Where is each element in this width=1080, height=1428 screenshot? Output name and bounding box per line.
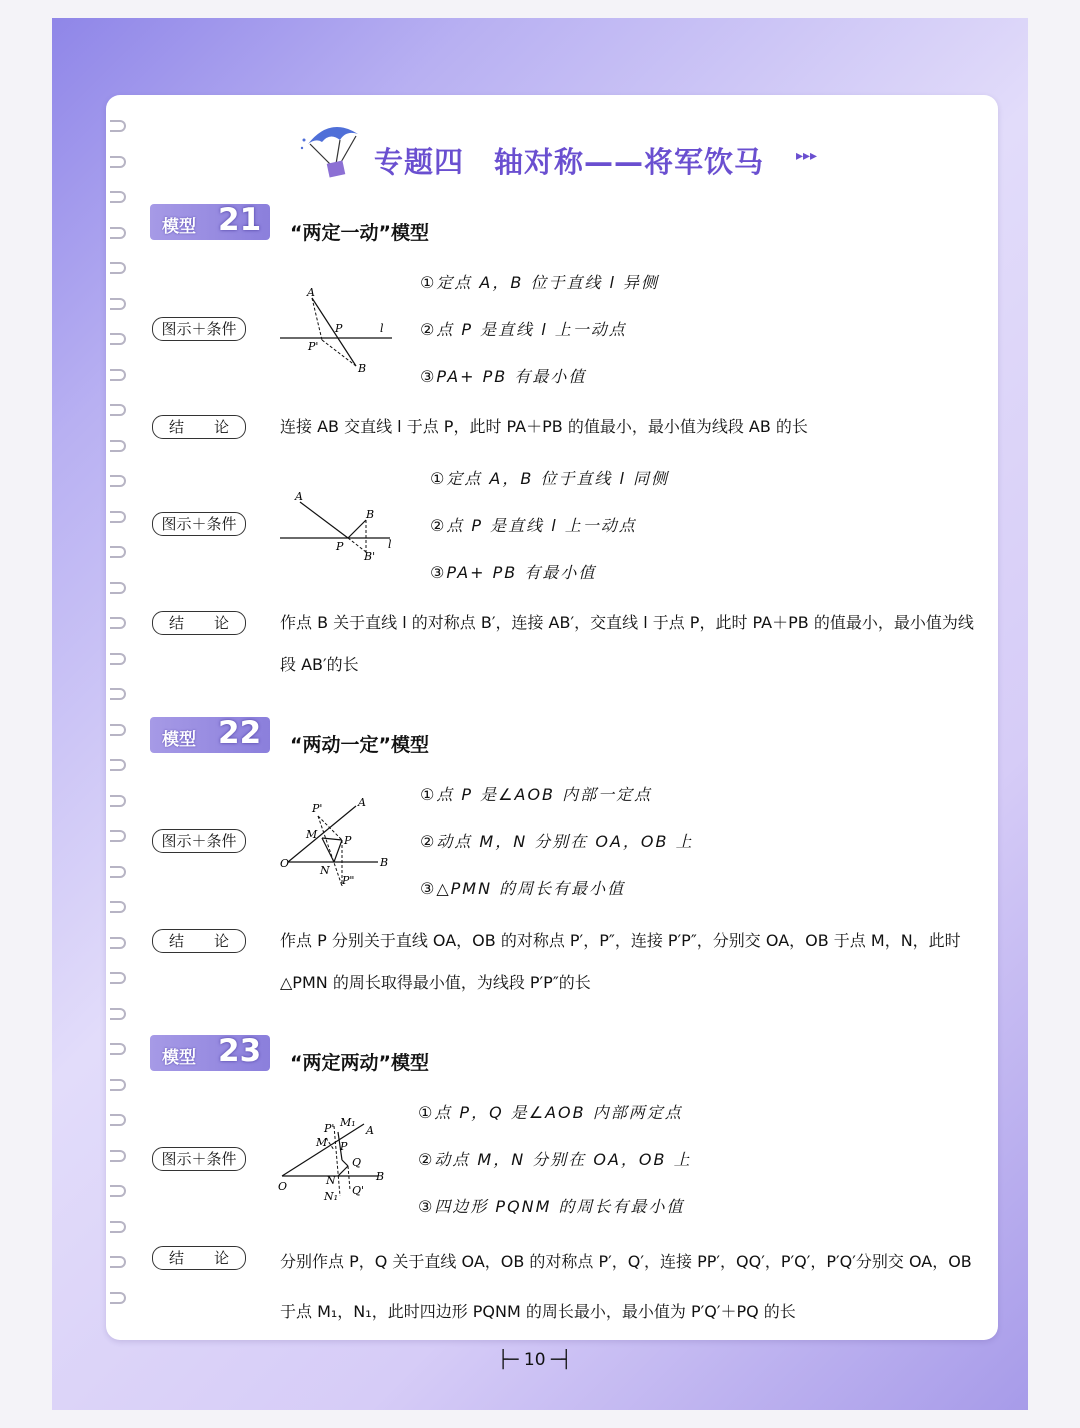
label-b: B <box>380 856 389 869</box>
binding-ring <box>110 972 126 984</box>
model-title: “两定一动”模型 <box>290 222 429 244</box>
model-tag <box>150 204 270 240</box>
binding-ring <box>110 1221 126 1233</box>
conclusion-text: 作点 P 分别关于直线 OA，OB 的对称点 P′，P″，连接 P′P″，分别交 OA，OB 于点 M，N，此时△PMN 的周长取得最小值，为线段 P′P″的长 <box>280 931 961 992</box>
binding-ring <box>110 1292 126 1304</box>
label-l: l <box>380 322 384 335</box>
page-header <box>300 118 860 188</box>
label-a: A <box>307 286 315 299</box>
binding-ring <box>110 227 126 239</box>
binding-ring <box>110 724 126 736</box>
label-p-prime: P' <box>324 1122 335 1135</box>
figure-condition-pill: 图示＋条件 <box>152 1147 246 1171</box>
label-q: Q <box>352 1156 362 1169</box>
label-l: l <box>388 538 392 551</box>
conclusion-text: 分别作点 P，Q 关于直线 OA，OB 的对称点 P′，Q′，连接 PP′，QQ′，P′Q′，P′Q′分别交 OA，OB 于点 M₁，N₁，此时四边形 PQNM 的周长最小，最小值为 P′Q′＋PQ 的长 <box>280 1252 972 1321</box>
binding-ring <box>110 759 126 771</box>
conclusion-pill: 结 论 <box>152 415 246 439</box>
binding-ring <box>110 156 126 168</box>
binding-ring <box>110 546 126 558</box>
conclusion-pill: 结 论 <box>152 929 246 953</box>
label-a: A <box>358 796 366 809</box>
label-b: B <box>358 362 367 375</box>
model-tag-label: 模型 <box>162 730 196 750</box>
binding-ring <box>110 333 126 345</box>
model-tag <box>150 1035 270 1071</box>
figure-condition-pill: 图示＋条件 <box>152 829 246 853</box>
label-n: N <box>326 1174 336 1187</box>
model-number: 22 <box>218 715 262 751</box>
binding-ring <box>110 688 126 700</box>
label-a: A <box>295 490 303 503</box>
binding-ring <box>110 582 126 594</box>
conclusion-pill: 结 论 <box>152 1246 246 1270</box>
binding-ring <box>110 511 126 523</box>
spiral-binding <box>110 120 130 1320</box>
binding-ring <box>110 1008 126 1020</box>
binding-ring <box>110 653 126 665</box>
binding-ring <box>110 1079 126 1091</box>
condition-1: ①定点 A，B 位于直线 l 异侧 <box>420 273 660 292</box>
condition-1: ①点 P，Q 是∠AOB 内部两定点 <box>418 1103 683 1122</box>
condition-3: ③PA+ PB 有最小值 <box>420 367 587 386</box>
binding-ring <box>110 795 126 807</box>
conclusion-pill: 结 论 <box>152 611 246 635</box>
label-m: M <box>316 1136 328 1149</box>
binding-ring <box>110 1043 126 1055</box>
label-o: O <box>280 857 290 870</box>
label-b: B <box>376 1170 385 1183</box>
label-n: N <box>320 864 330 877</box>
parachute-icon <box>300 118 368 182</box>
condition-2: ②动点 M，N 分别在 OA，OB 上 <box>418 1150 692 1169</box>
label-p: P <box>344 834 352 847</box>
binding-ring <box>110 404 126 416</box>
model-tag-label: 模型 <box>162 1048 196 1068</box>
diagram-opposite-sides <box>278 282 398 382</box>
page-number: ├─ 10 ─┤ <box>498 1350 572 1370</box>
binding-ring <box>110 1185 126 1197</box>
binding-ring <box>110 901 126 913</box>
model-tag-label: 模型 <box>162 217 196 237</box>
model-number: 21 <box>218 202 262 238</box>
binding-ring <box>110 1114 126 1126</box>
label-p-double-prime: P" <box>342 874 355 887</box>
condition-1: ①定点 A，B 位于直线 l 同侧 <box>430 469 670 488</box>
binding-ring <box>110 298 126 310</box>
binding-ring <box>110 475 126 487</box>
label-m1: M₁ <box>340 1116 356 1129</box>
conclusion-text: 连接 AB 交直线 l 于点 P，此时 PA＋PB 的值最小，最小值为线段 AB 的长 <box>280 417 808 436</box>
binding-ring <box>110 120 126 132</box>
model-title: “两定两动”模型 <box>290 1052 429 1074</box>
binding-ring <box>110 440 126 452</box>
model-number: 23 <box>218 1033 262 1069</box>
condition-1: ①点 P 是∠AOB 内部一定点 <box>420 785 653 804</box>
binding-ring <box>110 866 126 878</box>
binding-ring <box>110 191 126 203</box>
label-p: P <box>336 540 344 553</box>
condition-3: ③PA+ PB 有最小值 <box>430 563 597 582</box>
figure-condition-pill: 图示＋条件 <box>152 512 246 536</box>
model-tag <box>150 717 270 753</box>
model-title: “两动一定”模型 <box>290 734 429 756</box>
binding-ring <box>110 369 126 381</box>
condition-3: ③△PMN 的周长有最小值 <box>420 879 626 898</box>
title-arrows: ▸▸▸ <box>796 148 818 164</box>
label-o: O <box>278 1180 288 1193</box>
label-p: P <box>335 322 343 335</box>
condition-3: ③四边形 PQNM 的周长有最小值 <box>418 1197 685 1216</box>
label-m: M <box>306 828 318 841</box>
condition-2: ②点 P 是直线 l 上一动点 <box>430 516 637 535</box>
label-q-prime: Q' <box>352 1184 365 1197</box>
binding-ring <box>110 1256 126 1268</box>
label-a: A <box>366 1124 374 1137</box>
diagram-angle-one-point <box>278 792 398 896</box>
conclusion-text: 作点 B 关于直线 l 的对称点 B′，连接 AB′，交直线 l 于点 P，此时 PA＋PB 的值最小，最小值为线段 AB′的长 <box>280 613 974 674</box>
binding-ring <box>110 1150 126 1162</box>
label-p: P <box>340 1140 348 1153</box>
condition-2: ②动点 M，N 分别在 OA，OB 上 <box>420 832 694 851</box>
label-b: B <box>366 508 375 521</box>
binding-ring <box>110 617 126 629</box>
label-n1: N₁ <box>324 1190 339 1203</box>
label-p-prime: P' <box>312 802 323 815</box>
binding-ring <box>110 830 126 842</box>
label-b-prime: B' <box>364 550 376 563</box>
binding-ring <box>110 937 126 949</box>
condition-2: ②点 P 是直线 l 上一动点 <box>420 320 627 339</box>
figure-condition-pill: 图示＋条件 <box>152 317 246 341</box>
diagram-angle-two-points <box>278 1110 398 1210</box>
label-p-prime: P' <box>308 340 319 353</box>
page-title: 专题四 轴对称——将军饮马 <box>374 145 765 179</box>
diagram-same-side <box>278 486 398 566</box>
binding-ring <box>110 262 126 274</box>
